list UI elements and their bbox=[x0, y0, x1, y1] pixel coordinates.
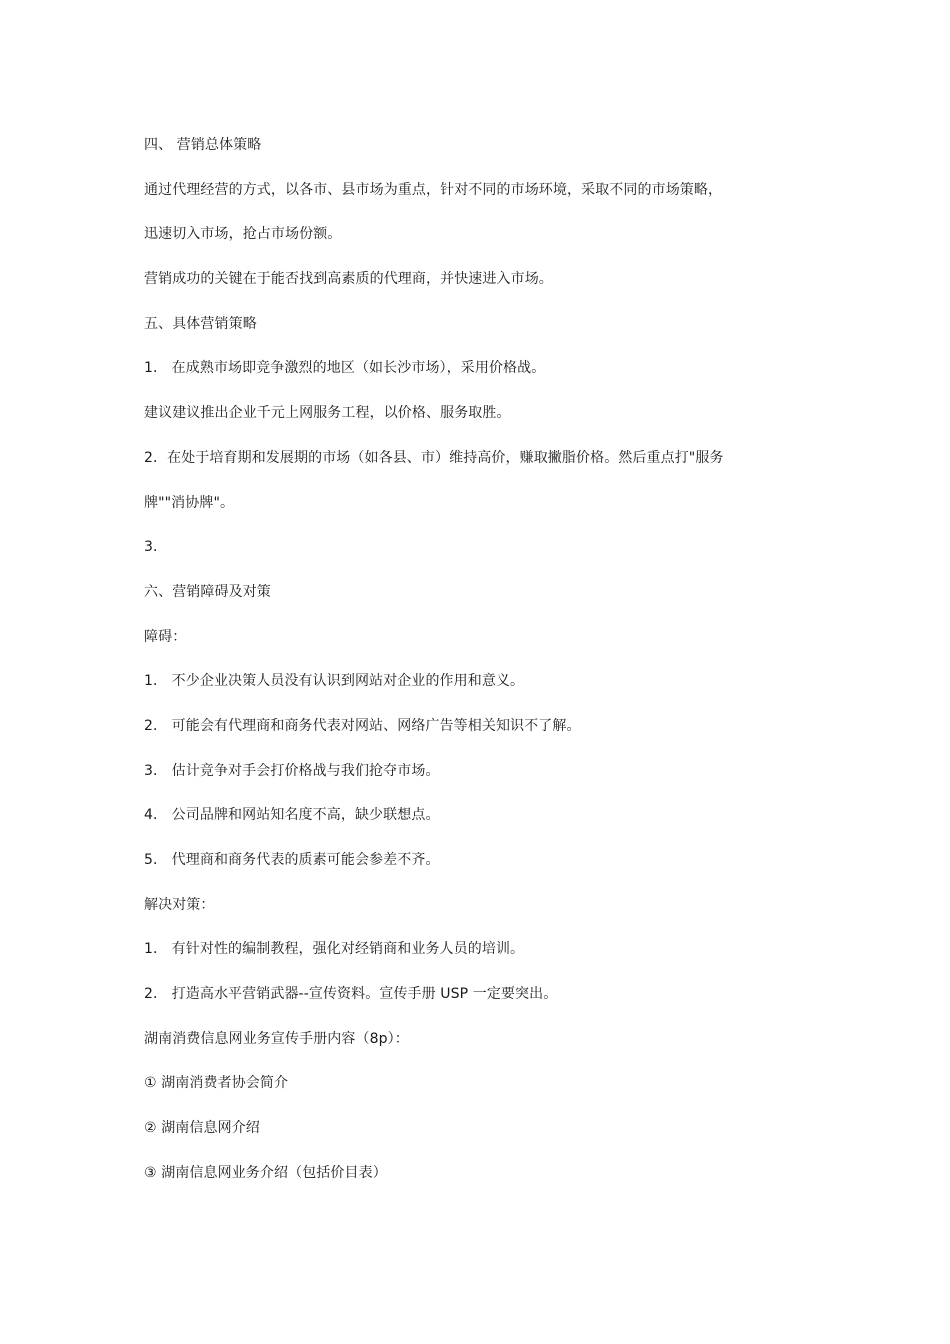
list-item: 3． 估计竞争对手会打价格战与我们抢夺市场。 bbox=[144, 762, 440, 779]
section-heading-obstacles: 六、营销障碍及对策 bbox=[144, 583, 271, 600]
paragraph-line: 建议建议推出企业千元上网服务工程，以价格、服务取胜。 bbox=[144, 405, 511, 422]
list-item: 4． 公司品牌和网站知名度不高，缺少联想点。 bbox=[144, 807, 440, 824]
section-heading-specific-strategy: 五、具体营销策略 bbox=[144, 315, 257, 332]
list-item: 3． bbox=[144, 539, 168, 556]
list-item: ② 湖南信息网介绍 bbox=[144, 1120, 260, 1137]
list-item: 1． 不少企业决策人员没有认识到网站对企业的作用和意义。 bbox=[144, 673, 525, 690]
list-item: 2． 打造高水平营销武器--宣传资料。宣传手册 USP 一定要突出。 bbox=[144, 986, 558, 1003]
paragraph-line: 通过代理经营的方式，以各市、县市场为重点，针对不同的市场环境，采取不同的市场策略， bbox=[144, 181, 723, 198]
document-body bbox=[144, 133, 824, 1206]
paragraph-line: 迅速切入市场，抢占市场份额。 bbox=[144, 226, 342, 243]
list-item: 1． 在成熟市场即竞争激烈的地区（如长沙市场），采用价格战。 bbox=[144, 360, 546, 377]
paragraph-line: 牌""消协牌"。 bbox=[144, 494, 235, 511]
subheading-obstacles: 障碍： bbox=[144, 628, 187, 645]
list-item: 5． 代理商和商务代表的质素可能会参差不齐。 bbox=[144, 852, 440, 868]
paragraph-line: 营销成功的关键在于能否找到高素质的代理商，并快速进入市场。 bbox=[144, 271, 553, 288]
list-item: 2． 可能会有代理商和商务代表对网站、网络广告等相关知识不了解。 bbox=[144, 717, 581, 734]
list-item: 2．在处于培育期和发展期的市场（如各县、市）维持高价，赚取撇脂价格。然后重点打"服务 bbox=[144, 449, 724, 466]
section-heading-overall-strategy: 四、 营销总体策略 bbox=[144, 137, 262, 153]
list-item: ③ 湖南信息网业务介绍（包括价目表） bbox=[144, 1164, 387, 1181]
list-item: ① 湖南消费者协会简介 bbox=[144, 1075, 289, 1092]
list-item: 1． 有针对性的编制教程，强化对经销商和业务人员的培训。 bbox=[144, 941, 525, 958]
subheading-solutions: 解决对策： bbox=[144, 896, 215, 913]
paragraph-line: 湖南消费信息网业务宣传手册内容（8p）： bbox=[144, 1030, 409, 1047]
